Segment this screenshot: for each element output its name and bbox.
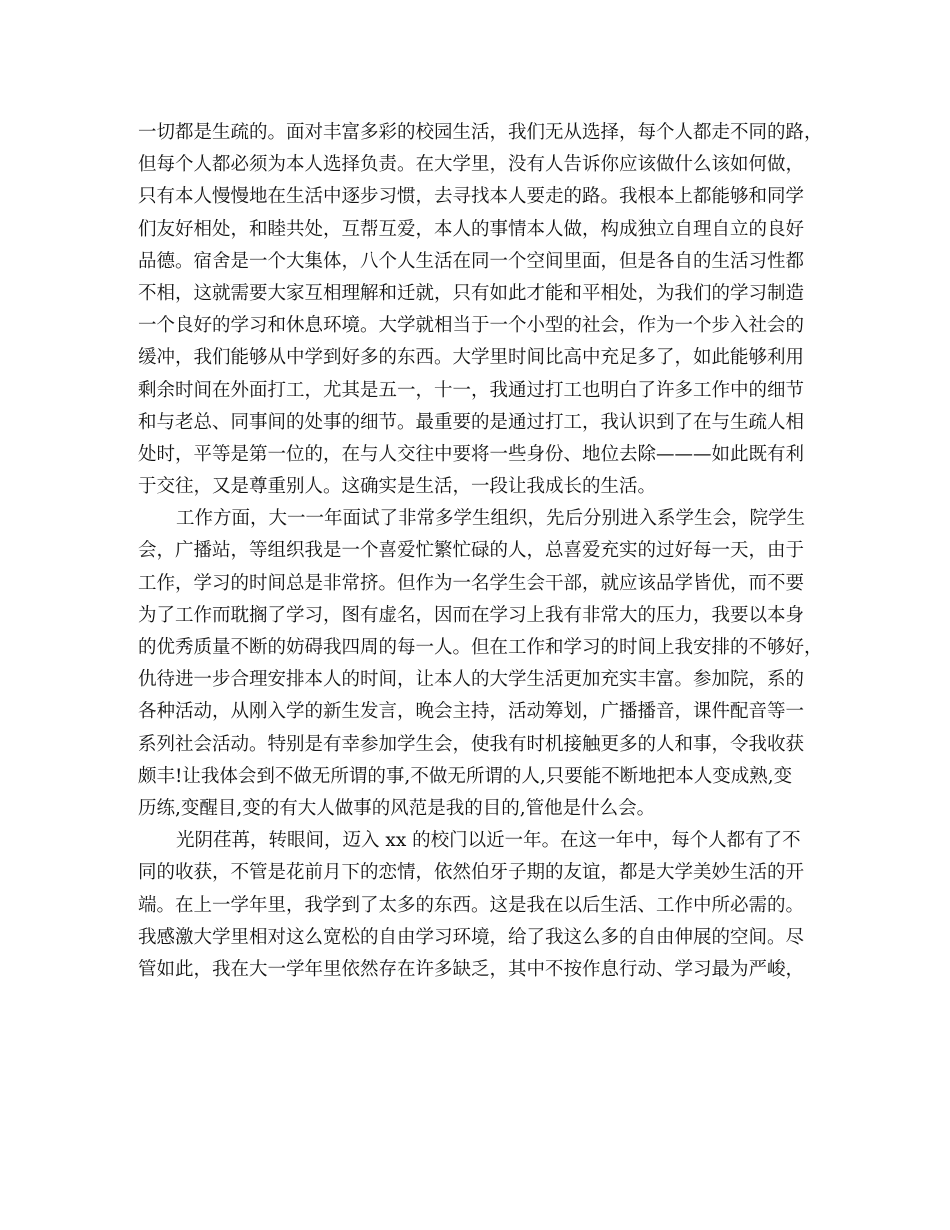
text-line-9: 剩余时间在外面打工，尤其是五一，十一，我通过打工也明白了许多工作中的细节 bbox=[138, 379, 805, 401]
text-line-10: 和与老总、同事间的处事的细节。最重要的是通过打工，我认识到了在与生疏人相 bbox=[138, 411, 805, 433]
text-line-15: 工作，学习的时间总是非常挤。但作为一名学生会干部，就应该品学皆优，而不要 bbox=[138, 572, 805, 594]
text-line-18: 仇待进一步合理安排本人的时间，让本人的大学生活更加充实丰富。参加院，系的 bbox=[138, 669, 805, 691]
text-line-2: 但每个人都必须为本人选择负责。在大学里，没有人告诉你应该做什么该如何做， bbox=[138, 154, 805, 176]
text-line-11: 处时，平等是第一位的，在与人交往中要将一些身份、地位去除———如此既有利 bbox=[138, 443, 805, 465]
text-line-13: 工作方面，大一一年面试了非常多学生组织，先后分别进入系学生会，院学生 bbox=[176, 508, 806, 530]
text-line-3: 只有本人慢慢地在生活中逐步习惯，去寻找本人要走的路。我根本上都能够和同学 bbox=[138, 186, 805, 208]
text-line-19: 各种活动，从刚入学的新生发言，晚会主持，活动筹划，广播播音，课件配音等一 bbox=[138, 701, 805, 723]
text-line-14: 会，广播站，等组织我是一个喜爱忙繁忙碌的人，总喜爱充实的过好每一天，由于 bbox=[138, 540, 805, 562]
text-line-1: 一切都是生疏的。面对丰富多彩的校园生活，我们无从选择，每个人都走不同的路， bbox=[138, 122, 823, 143]
text-line-12: 于交往，又是尊重别人。这确实是生活，一段让我成长的生活。 bbox=[138, 476, 657, 498]
text-line-24: 同的收获，不管是花前月下的恋情，依然伯牙子期的友谊，都是大学美妙生活的开 bbox=[138, 862, 805, 884]
text-line-20: 系列社会活动。特别是有幸参加学生会，使我有时机接触更多的人和事，令我收获 bbox=[138, 733, 805, 755]
text-line-16: 为了工作而耽搁了学习，图有虚名，因而在学习上我有非常大的压力，我要以本身 bbox=[138, 604, 805, 626]
text-line-5: 品德。宿舍是一个大集体，八个人生活在同一个空间里面，但是各自的生活习性都 bbox=[138, 250, 805, 272]
text-line-22: 历练,变醒目,变的有大人做事的风范是我的目的,管他是什么会。 bbox=[138, 797, 656, 819]
text-line-8: 缓冲，我们能够从中学到好多的东西。大学里时间比高中充足多了，如此能够利用 bbox=[138, 347, 805, 369]
text-line-26: 我感激大学里相对这么宽松的自由学习环境，给了我这么多的自由伸展的空间。尽 bbox=[138, 926, 805, 948]
document-body bbox=[138, 117, 828, 986]
text-line-27: 管如此，我在大一学年里依然存在许多缺乏，其中不按作息行动、学习最为严峻， bbox=[138, 958, 805, 980]
text-line-6: 不相，这就需要大家互相理解和迁就，只有如此才能和平相处，为我们的学习制造 bbox=[138, 282, 805, 304]
text-line-7: 一个良好的学习和休息环境。大学就相当于一个小型的社会，作为一个步入社会的 bbox=[138, 315, 805, 337]
text-line-25: 端。在上一学年里，我学到了太多的东西。这是我在以后生活、工作中所必需的。 bbox=[138, 894, 805, 916]
text-line-17: 的优秀质量不断的妨碍我四周的每一人。但在工作和学习的时间上我安排的不够好， bbox=[138, 637, 823, 658]
text-line-4: 们友好相处，和睦共处，互帮互爱，本人的事情本人做，构成独立自理自立的良好 bbox=[138, 218, 805, 240]
text-line-21: 颇丰!让我体会到不做无所谓的事,不做无所谓的人,只要能不断地把本人变成熟,变 bbox=[138, 765, 793, 787]
text-line-23: 光阴荏苒，转眼间，迈入 xx 的校门以近一年。在这一年中，每个人都有了不 bbox=[176, 830, 801, 852]
